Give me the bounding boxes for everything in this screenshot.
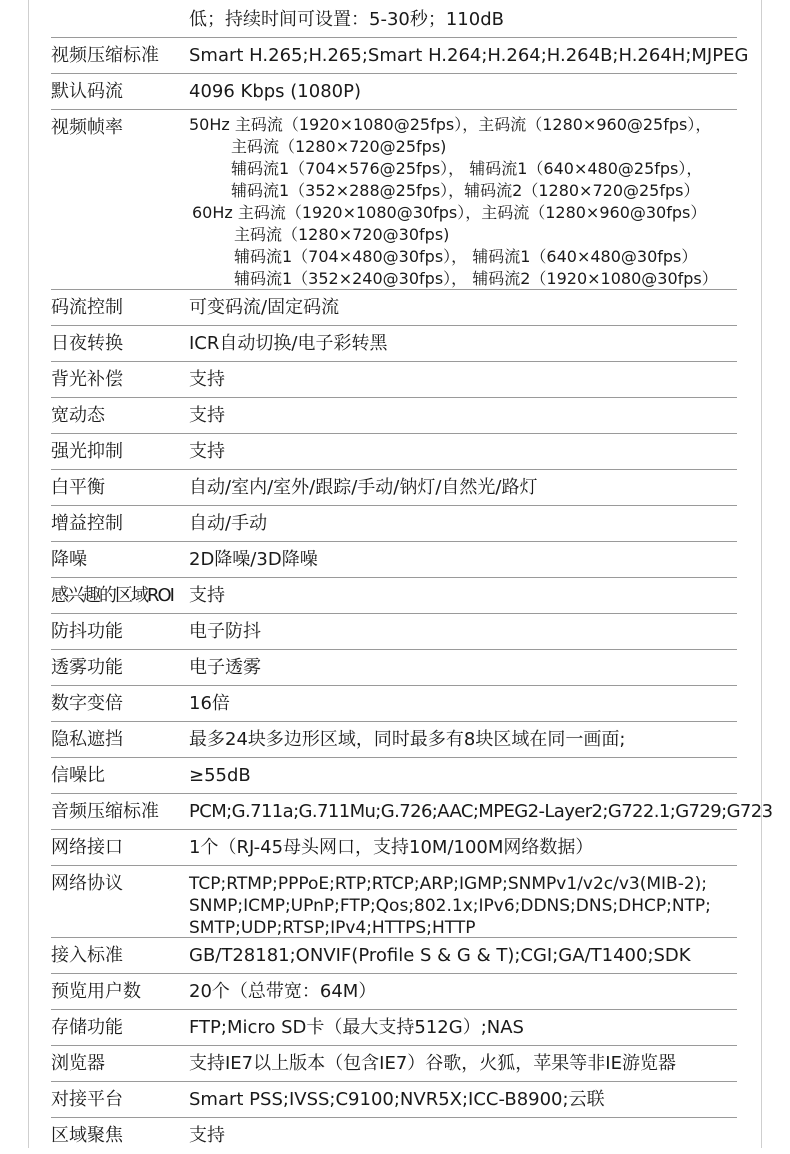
- spec-value: 支持: [189, 405, 225, 426]
- fps-line: 50Hz 主码流（1920×1080@25fps），主码流（1280×960@25fps），: [189, 115, 712, 134]
- table-row: [51, 362, 737, 398]
- spec-value: 支持IE7以上版本（包含IE7）谷歌，火狐，苹果等非IE游览器: [189, 1053, 676, 1074]
- spec-value: GB/T28181;ONVIF(Profile S & G & T);CGI;GA/T1400;SDK: [189, 945, 691, 966]
- table-row: [51, 938, 737, 974]
- protocol-line: TCP;RTMP;PPPoE;RTP;RTCP;ARP;IGMP;SNMPv1/v2c/v3(MIB-2);: [189, 874, 708, 894]
- table-row: [51, 866, 737, 938]
- spec-value: [189, 873, 711, 939]
- protocol-line: SNMP;ICMP;UPnP;FTP;Qos;802.1x;IPv6;DDNS;DNS;DHCP;NTP;: [189, 896, 711, 916]
- spec-label: 预览用户数: [51, 981, 141, 1002]
- spec-label: 背光补偿: [51, 369, 123, 390]
- table-row: [51, 1118, 737, 1154]
- spec-value: 16倍: [189, 693, 230, 714]
- spec-value: 1个（RJ-45母头网口，支持10M/100M网络数据）: [189, 837, 594, 858]
- spec-value: 支持: [189, 369, 225, 390]
- spec-value: Smart PSS;IVSS;C9100;NVR5X;ICC-B8900;云联: [189, 1089, 605, 1110]
- spec-label: 防抖功能: [51, 621, 123, 642]
- spec-value: ICR自动切换/电子彩转黑: [189, 333, 388, 354]
- fps-line: 60Hz 主码流（1920×1080@30fps），主码流（1280×960@30fps）: [192, 203, 707, 222]
- spec-table: [51, 0, 773, 1154]
- table-row: [51, 74, 737, 110]
- spec-label: 白平衡: [51, 477, 105, 498]
- fps-line: 主码流（1280×720@25fps): [231, 137, 447, 156]
- spec-label: 网络接口: [51, 837, 123, 858]
- spec-label: 降噪: [51, 549, 87, 570]
- spec-label: 网络协议: [51, 873, 123, 894]
- table-right-border: [761, 0, 762, 1148]
- spec-value: 电子透雾: [189, 657, 261, 678]
- spec-value: 20个（总带宽：64M）: [189, 981, 377, 1002]
- fps-line: 辅码流1（704×576@25fps）， 辅码流1（640×480@25fps），: [231, 159, 703, 178]
- spec-label: 日夜转换: [51, 333, 123, 354]
- spec-value: ≥55dB: [189, 765, 251, 786]
- spec-value: 支持: [189, 1125, 225, 1146]
- spec-value: 自动/手动: [189, 513, 268, 534]
- table-row: [51, 542, 737, 578]
- spec-label: 感兴趣的区域ROI: [51, 585, 173, 606]
- spec-value: 电子防抖: [189, 621, 261, 642]
- table-row: [51, 830, 737, 866]
- table-row: [51, 38, 749, 74]
- fps-line: 辅码流1（352×288@25fps），辅码流2（1280×720@25fps）: [231, 181, 700, 200]
- spec-value: FTP;Micro SD卡（最大支持512G）;NAS: [189, 1017, 524, 1038]
- spec-label: 浏览器: [51, 1053, 105, 1074]
- spec-label: 隐私遮挡: [51, 729, 123, 750]
- table-row: [51, 434, 737, 470]
- table-row: [51, 470, 737, 506]
- spec-value: PCM;G.711a;G.711Mu;G.726;AAC;MPEG2-Layer2;G722.1;G729;G723: [189, 801, 773, 822]
- table-row: [51, 686, 737, 722]
- spec-label: 码流控制: [51, 297, 123, 318]
- spec-label: 透雾功能: [51, 657, 123, 678]
- spec-label: 对接平台: [51, 1089, 123, 1110]
- spec-value: 自动/室内/室外/跟踪/手动/钠灯/自然光/路灯: [189, 477, 538, 498]
- fps-line: 辅码流1（704×480@30fps）， 辅码流1（640×480@30fps）: [234, 247, 698, 266]
- spec-value: 支持: [189, 441, 225, 462]
- protocol-line: SMTP;UDP;RTSP;IPv4;HTTPS;HTTP: [189, 918, 476, 938]
- table-row: [51, 614, 737, 650]
- fps-line: 主码流（1280×720@30fps): [234, 225, 450, 244]
- table-row: [51, 794, 773, 830]
- spec-value: 2D降噪/3D降噪: [189, 549, 318, 570]
- spec-label: 信噪比: [51, 765, 105, 786]
- spec-label: 强光抑制: [51, 441, 123, 462]
- spec-value: 可变码流/固定码流: [189, 297, 340, 318]
- spec-label: 接入标准: [51, 945, 123, 966]
- table-row: [51, 1046, 737, 1082]
- table-row: [51, 506, 737, 542]
- spec-value: 支持: [189, 585, 225, 606]
- fps-line: 辅码流1（352×240@30fps）， 辅码流2（1920×1080@30fps）: [234, 269, 718, 288]
- table-row: [51, 1082, 737, 1118]
- table-left-border: [28, 0, 29, 1148]
- spec-value: 4096 Kbps (1080P): [189, 81, 361, 102]
- spec-value: Smart H.265;H.265;Smart H.264;H.264;H.264B;H.264H;MJPEG: [189, 45, 749, 66]
- spec-value: 最多24块多边形区域，同时最多有8块区域在同一画面;: [189, 729, 626, 750]
- table-row: [51, 578, 737, 614]
- table-row: [51, 290, 737, 326]
- table-row: [51, 974, 737, 1010]
- spec-label: 宽动态: [51, 405, 105, 426]
- spec-label: 增益控制: [51, 513, 123, 534]
- spec-label: 视频压缩标准: [51, 45, 159, 66]
- table-row: [51, 722, 737, 758]
- table-row: [51, 0, 737, 38]
- spec-value-fragment: 低；持续时间可设置：5-30秒；110dB: [189, 9, 504, 30]
- table-row: [51, 758, 737, 794]
- spec-value: [189, 114, 718, 290]
- spec-label: 音频压缩标准: [51, 801, 159, 822]
- table-row: [51, 650, 737, 686]
- spec-label: 默认码流: [51, 81, 123, 102]
- spec-label: 数字变倍: [51, 693, 123, 714]
- spec-label: 存储功能: [51, 1017, 123, 1038]
- table-row: [51, 1010, 737, 1046]
- table-row: [51, 398, 737, 434]
- spec-label: 区域聚焦: [51, 1125, 123, 1146]
- table-row: [51, 326, 737, 362]
- spec-label: 视频帧率: [51, 117, 123, 138]
- table-row: [51, 110, 737, 290]
